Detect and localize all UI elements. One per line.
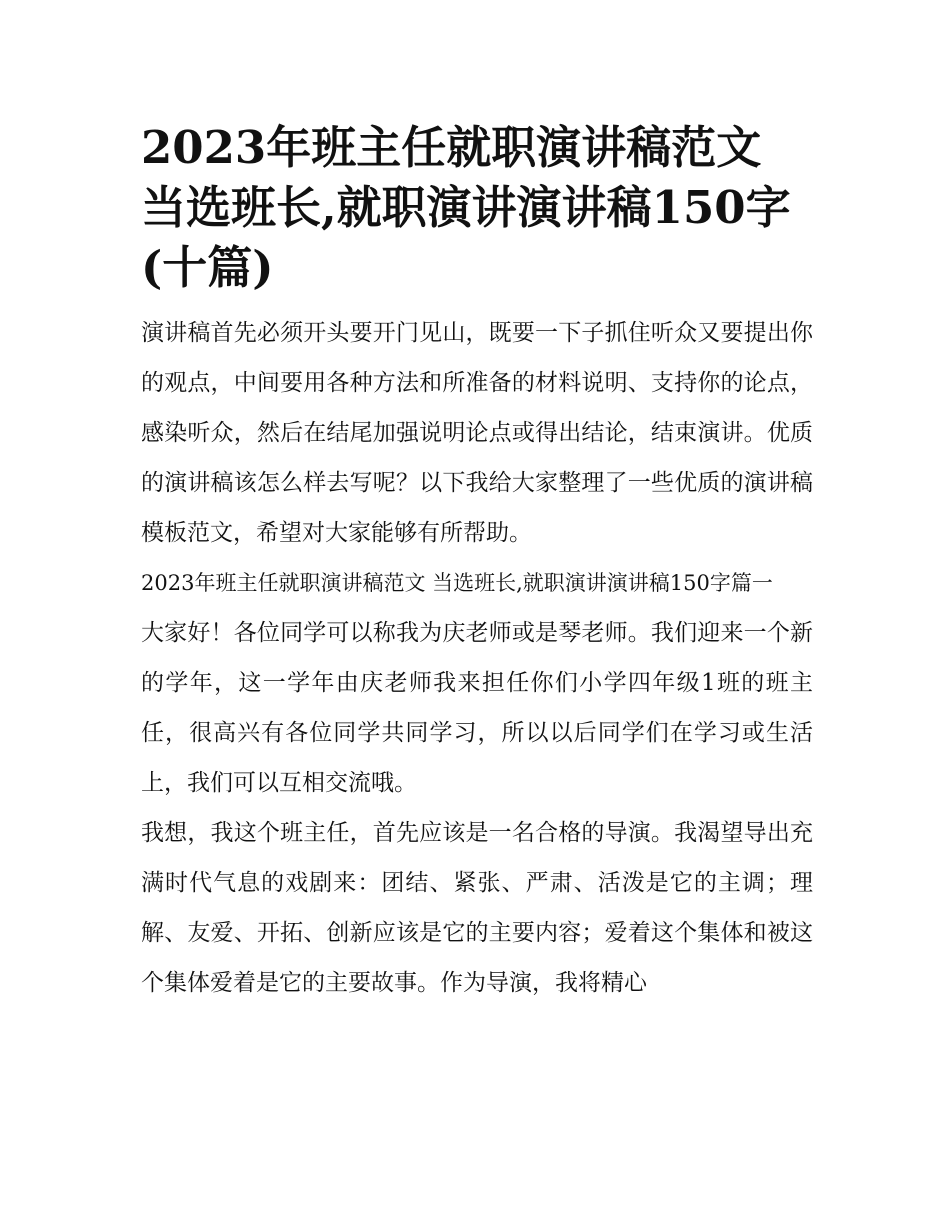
body-paragraph-1: 大家好！各位同学可以称我为庆老师或是琴老师。我们迎来一个新的学年，这一学年由庆老师我来担任你们小学四年级1班的班主任，很高兴有各位同学共同学习，所以以后同学们在学习或生活上，我们可以互相交流哦。 xyxy=(141,620,813,796)
document-body xyxy=(141,118,813,1008)
section-heading: 2023年班主任就职演讲稿范文 当选班长,就职演讲演讲稿150字篇一 xyxy=(141,571,773,595)
body-paragraph-2: 我想，我这个班主任，首先应该是一名合格的导演。我渴望导出充满时代气息的戏剧来：团结、紧张、严肃、活泼是它的主调；理解、友爱、开拓、创新应该是它的主要内容；爱着这个集体和被这个集体爱着是它的主要故事。作为导演，我将精心 xyxy=(141,820,813,996)
document-title: 2023年班主任就职演讲稿范文 当选班长,就职演讲演讲稿150字(十篇) xyxy=(141,121,791,294)
intro-paragraph: 演讲稿首先必须开头要开门见山，既要一下子抓住听众又要提出你的观点，中间要用各种方法和所准备的材料说明、支持你的论点，感染听众，然后在结尾加强说明论点或得出结论，结束演讲。优质的演讲稿该怎么样去写呢？以下我给大家整理了一些优质的演讲稿模板范文，希望对大家能够有所帮助。 xyxy=(141,320,813,546)
